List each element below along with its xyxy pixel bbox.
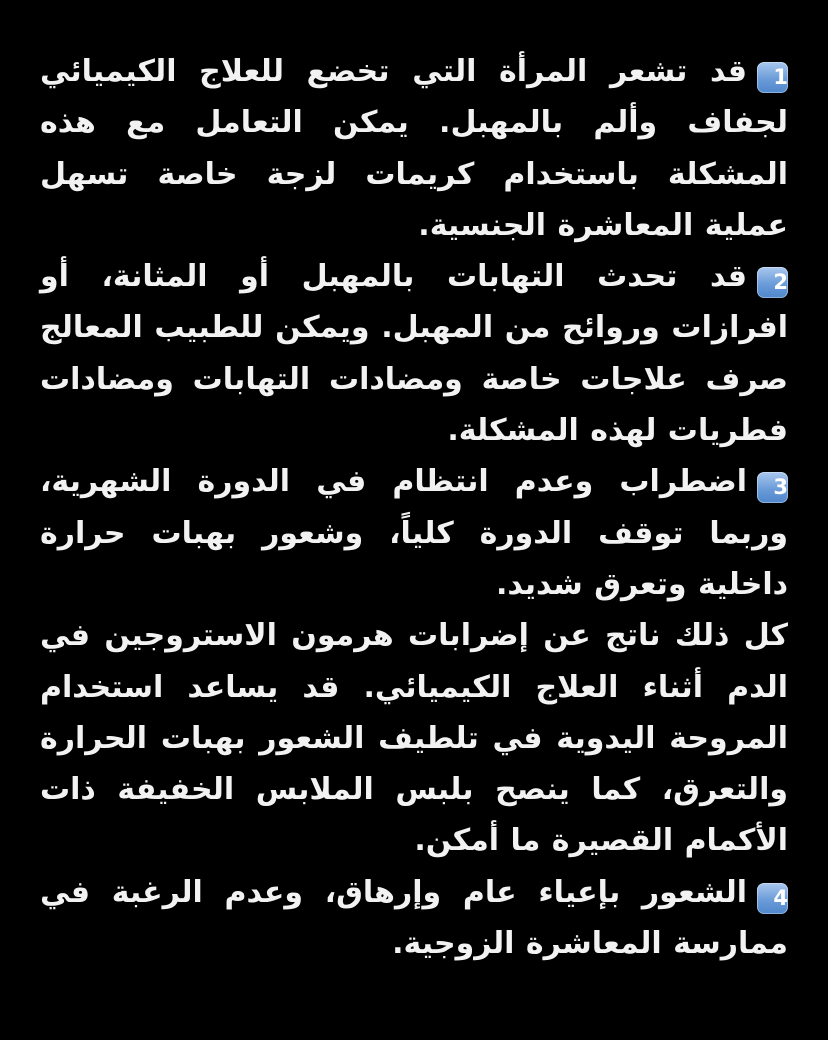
list-item-2-text: قد تحدث التهابات بالمهبل أو المثانة، أو افرازات وروائح من المهبل. ويمكن للطبيب المعالج صرف علاجات خاصة ومضادات التهابات ومضادات فطريات لهذه المشكلة.: [40, 259, 788, 449]
list-item-2: [40, 251, 788, 456]
list-item-1-text: قد تشعر المرأة التي تخضع للعلاج الكيميائي لجفاف وألم بالمهبل. يمكن التعامل مع هذه المشكلة باستخدام كريمات لزجة خاصة تسهل عملية المعاشرة الجنسية.: [40, 54, 788, 243]
list-item-4-text: الشعور بإعياء عام وإرهاق، وعدم الرغبة في ممارسة المعاشرة الزوجية.: [40, 874, 788, 962]
list-item-1: [40, 46, 788, 251]
keycap-4-icon: 4: [757, 883, 788, 914]
keycap-2-icon: 2: [757, 267, 788, 298]
explanation-paragraph: [40, 610, 788, 866]
explanation-text: كل ذلك ناتج عن إضرابات هرمون الاستروجين في الدم أثناء العلاج الكيميائي. قد يساعد استخدام المروحة اليدوية في تلطيف الشعور بهبات الحرارة والتعرق، كما ينصح بلبس الملابس الخفيفة ذات الأكمام القصيرة ما أمكن.: [40, 618, 788, 859]
list-item-4: [40, 867, 788, 970]
article-text: [40, 46, 788, 969]
keycap-3-icon: 3: [757, 472, 788, 503]
list-item-3-text: اضطراب وعدم انتظام في الدورة الشهرية، وربما توقف الدورة كلياً، وشعور بهبات حرارة داخلية وتعرق شديد.: [40, 464, 788, 602]
keycap-1-icon: 1: [757, 62, 788, 93]
list-item-3: [40, 456, 788, 610]
